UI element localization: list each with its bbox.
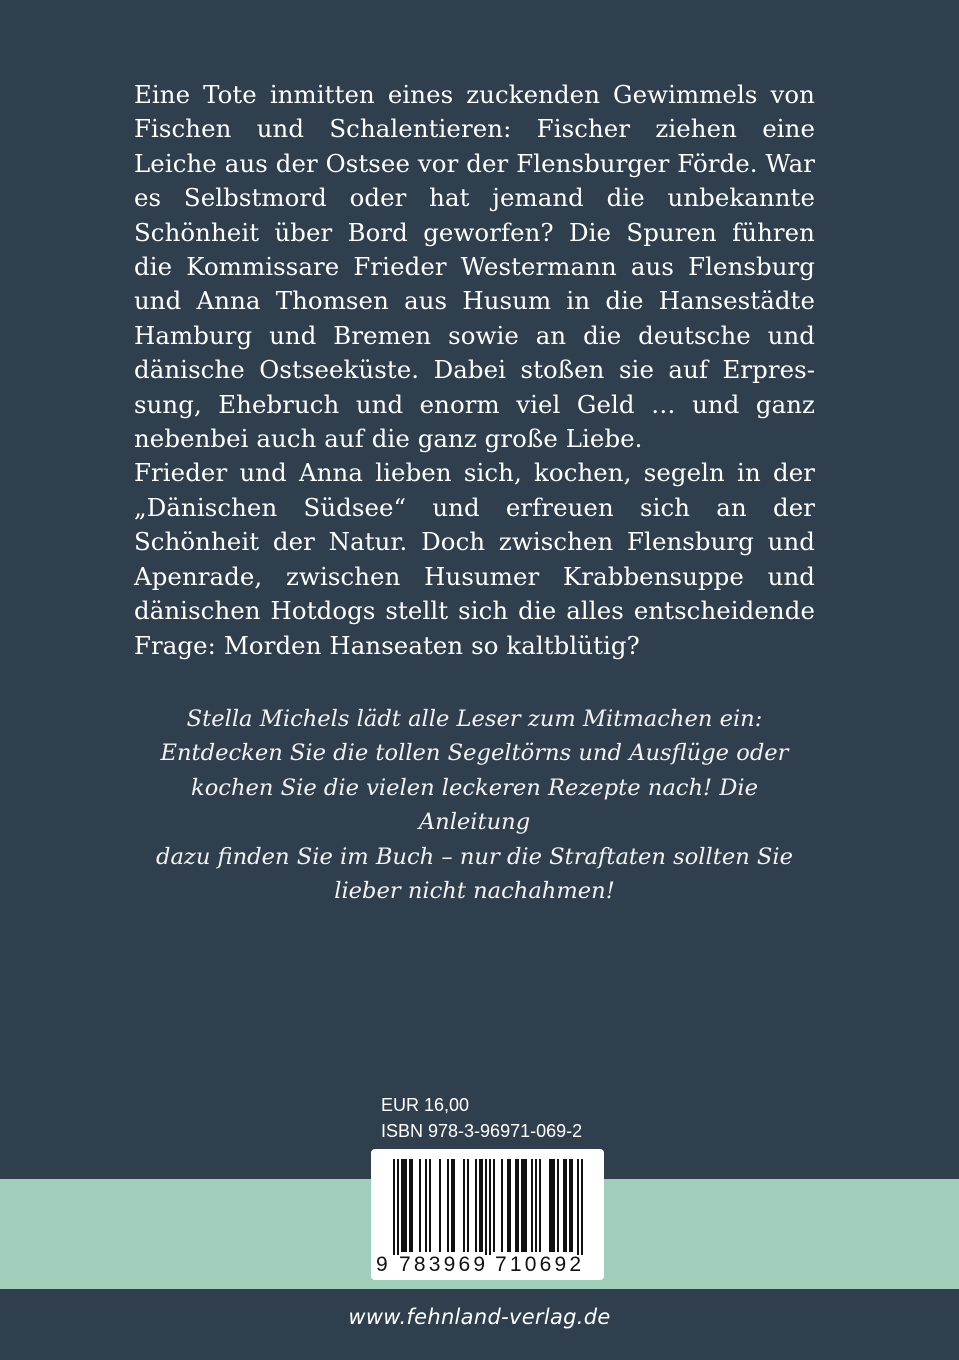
invitation-line: Stella Michels lädt alle Leser zum Mitmachen ein: [186, 706, 763, 732]
blurb-text [134, 78, 815, 663]
isbn-label: ISBN 978-3-96971-069-2 [381, 1121, 583, 1141]
barcode-bar [571, 1159, 573, 1252]
barcode-bar [479, 1159, 481, 1252]
price-label: EUR 16,00 [381, 1095, 470, 1115]
barcode-group-1: 783969 [399, 1253, 489, 1276]
barcode-bar [569, 1159, 571, 1252]
barcode-bar [493, 1159, 495, 1252]
barcode-bar [411, 1159, 413, 1252]
barcode-bar [425, 1159, 427, 1252]
barcode-bar [557, 1159, 559, 1252]
barcode-bar [523, 1159, 525, 1252]
barcode-bar [525, 1159, 527, 1252]
barcode-bar [549, 1159, 551, 1252]
barcode-bar [563, 1159, 565, 1252]
barcode-bar [553, 1159, 555, 1252]
invitation-line: lieber nicht nachahmen! [334, 878, 615, 905]
barcode-bar [401, 1159, 403, 1252]
barcode [371, 1149, 604, 1280]
barcode-bar [403, 1159, 405, 1252]
barcode-bar [581, 1159, 583, 1255]
barcode-bar [439, 1159, 441, 1252]
barcode-bar [447, 1159, 449, 1252]
barcode-bar [509, 1159, 511, 1252]
barcode-bar [517, 1159, 519, 1252]
barcode-bar [467, 1159, 469, 1252]
price-isbn-block [381, 1092, 582, 1144]
invitation-line: dazu finden Sie im Buch – nur die Straftaten sollten Sie [155, 843, 794, 870]
barcode-bar [577, 1159, 579, 1255]
barcode-bar [409, 1159, 411, 1252]
barcode-bar [515, 1159, 517, 1252]
barcode-bar [397, 1159, 399, 1255]
barcode-bar [393, 1159, 395, 1255]
barcode-bar [481, 1159, 483, 1252]
barcode-bar [521, 1159, 523, 1252]
invitation-line: kochen Sie die vielen leckeren Rezepte nach! Die Anleitung [191, 774, 758, 836]
invitation-line: Entdecken Sie die tollen Segeltörns und Ausflüge oder [160, 740, 789, 767]
barcode-bar [501, 1159, 503, 1252]
barcode-bar [485, 1159, 487, 1255]
barcode-bar [507, 1159, 509, 1252]
barcode-bar [489, 1159, 491, 1255]
barcode-bar [451, 1159, 453, 1252]
reader-invitation [134, 702, 815, 908]
barcode-bar [535, 1159, 537, 1252]
barcode-bar [453, 1159, 455, 1252]
publisher-website: www.fehnland-verlag.de [348, 1305, 611, 1329]
barcode-bar [565, 1159, 567, 1252]
barcode-bar [475, 1159, 477, 1252]
barcode-group-2: 710692 [495, 1253, 585, 1276]
barcode-first-digit: 9 [376, 1253, 388, 1276]
barcode-bar [419, 1159, 421, 1252]
barcode-bar [463, 1159, 465, 1252]
barcode-bar [429, 1159, 431, 1252]
barcode-bar [539, 1159, 541, 1252]
blurb-paragraph-2: Frieder und Anna lieben sich, kochen, segeln in der „Dänischen Südsee“ und erfreuen sich an der Schönheit der Natur. Doch zwischen Flensburg und Apenrade, zwischen Husumer Krabbensuppe und dänischen Hotdogs stellt sich die alles entscheidende Frage: Morden Hanseaten so kaltblütig? [134, 458, 815, 660]
blurb-paragraph-1: Eine Tote inmitten eines zuckenden Gewimmels von Fischen und Schalentieren: Fischer ziehen eine Leiche aus der Ostsee vor der Flensburger Förde. War es Selbstmord oder hat jemand die unbekannte Schönheit über Bord geworfen? Die Spuren führen die Kommissare Frieder Westermann aus Flensburg und Anna Thomsen aus Husum in die Hansestädte Hamburg und Bremen sowie an die deutsche und dänische Ostseeküste. Dabei stoßen sie auf Erpressung, Ehebruch und enorm viel Geld … und ganz nebenbei auch auf die ganz große Liebe. [134, 80, 815, 454]
barcode-bar [551, 1159, 553, 1252]
barcode-bar [531, 1159, 533, 1252]
barcode-bar [405, 1159, 407, 1252]
